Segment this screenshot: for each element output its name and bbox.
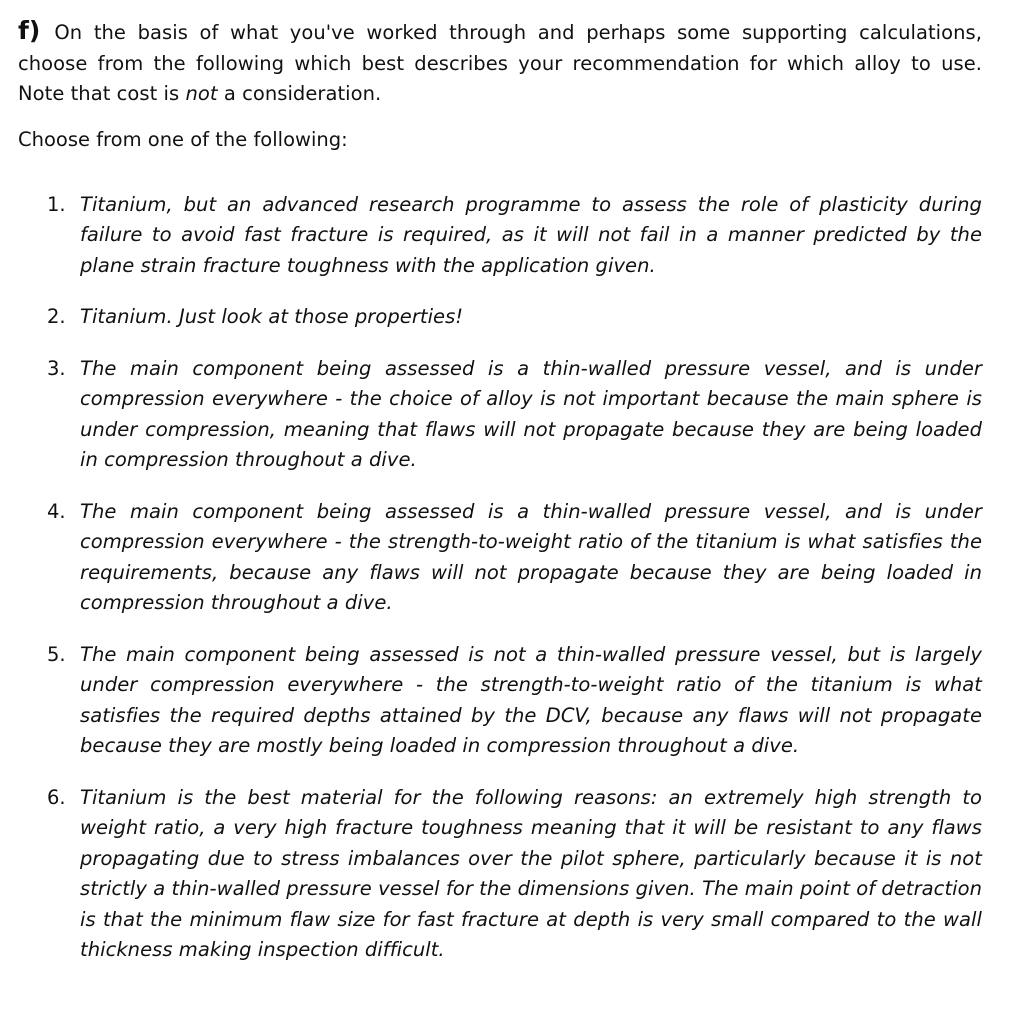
option-number: 5. xyxy=(47,642,66,666)
question-intro xyxy=(18,16,982,110)
intro-emphasis: not xyxy=(185,82,218,105)
option-number: 1. xyxy=(47,192,66,216)
option-text: The main component being assessed is not a thin-walled pressure vessel, but is largely under compression everywhere - the strength-to-weight ratio of the titanium is what satisfies the required depths attained by the DCV, because any flaws will not propagate because they are mostly being loaded in compression throughout a dive. xyxy=(80,642,982,757)
option-number: 4. xyxy=(47,499,66,523)
question-label: f) xyxy=(18,16,41,45)
answer-option-4[interactable] xyxy=(18,497,982,619)
option-text: Titanium is the best material for the following reasons: an extremely high strength to weight ratio, a very high fracture toughness meaning that it will be resistant to any flaws propagating due to stress imbalances over the pilot sphere, particularly because it is not strictly a thin-walled pressure vessel for the dimensions given. The main point of detraction is that the minimum flaw size for fast fracture at depth is very small compared to the wall thickness making inspection difficult. xyxy=(80,785,982,961)
option-number: 6. xyxy=(47,785,66,809)
option-number: 2. xyxy=(47,305,66,328)
option-text: Titanium, but an advanced research programme to assess the role of plasticity during failure to avoid fast fracture is required, as it will not fail in a manner predicted by the plane strain fracture toughness with the application given. xyxy=(80,192,982,277)
intro-text-part2: a consideration. xyxy=(217,82,382,105)
answer-options-list xyxy=(18,190,982,966)
answer-option-6[interactable] xyxy=(18,783,982,966)
answer-option-2[interactable] xyxy=(18,302,982,333)
intro-text-part1: On the basis of what you've worked through and perhaps some supporting calculations, choose from the following which best describes your recommendation for which alloy to use. Note that cost is xyxy=(18,21,982,105)
answer-option-1[interactable] xyxy=(18,190,982,282)
option-text: The main component being assessed is a thin-walled pressure vessel, and is under compression everywhere - the choice of alloy is not important because the main sphere is under compression, meaning that flaws will not propagate because they are being loaded in compression throughout a dive. xyxy=(80,356,982,471)
option-number: 3. xyxy=(47,356,66,380)
choose-prompt: Choose from one of the following: xyxy=(18,127,348,151)
option-text: Titanium. Just look at those properties! xyxy=(80,305,464,328)
answer-option-5[interactable] xyxy=(18,640,982,762)
answer-option-3[interactable] xyxy=(18,354,982,476)
option-text: The main component being assessed is a thin-walled pressure vessel, and is under compression everywhere - the strength-to-weight ratio of the titanium is what satisfies the requirements, because any flaws will not propagate because they are being loaded in compression throughout a dive. xyxy=(80,499,982,614)
